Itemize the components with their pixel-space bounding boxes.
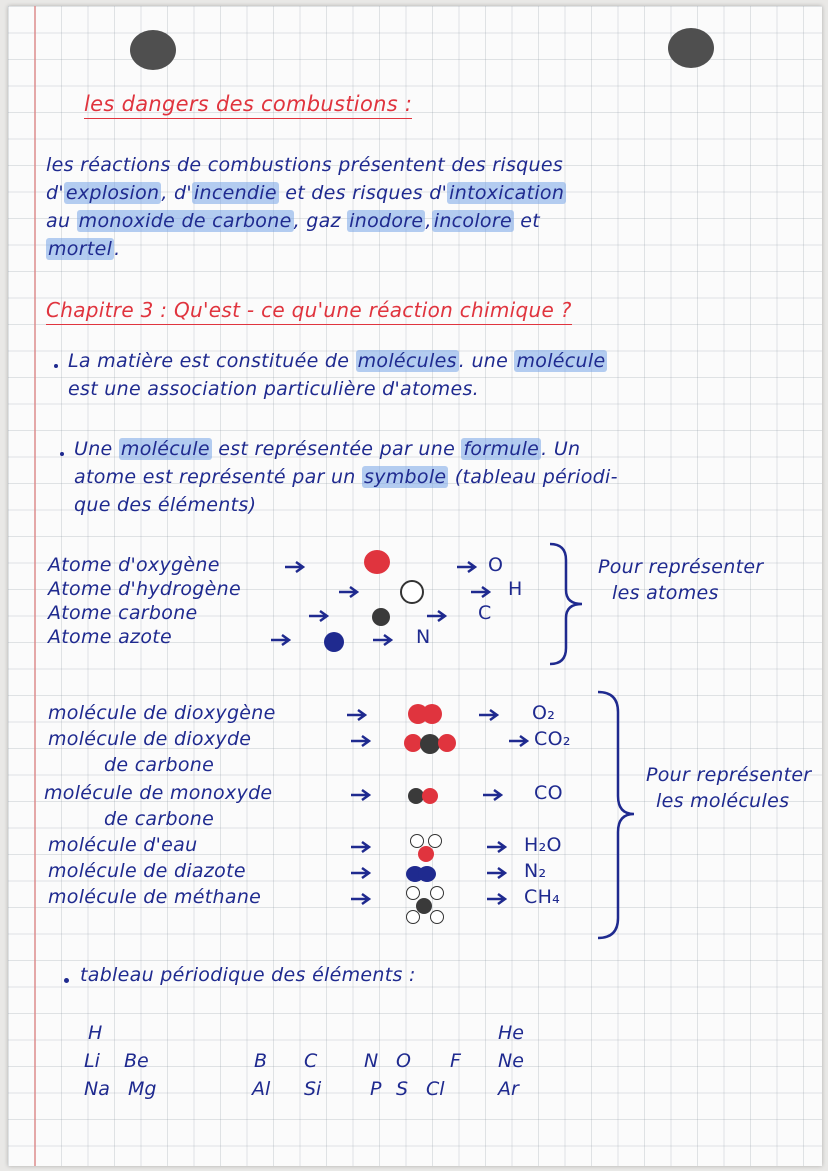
atom-label-hydrogen: Atome d'hydrogène	[48, 578, 241, 600]
molecule-label-dinitrogen: molécule de diazote	[48, 860, 246, 882]
atom-label-carbon: Atome carbone	[48, 602, 198, 624]
danger-line-1: les réactions de combustions présentent des risques	[46, 154, 564, 176]
arrow-icon	[486, 893, 508, 905]
brace-icon	[548, 542, 588, 666]
molecule-label-co2: molécule de dioxyde	[48, 728, 252, 750]
oxygen-atom-model	[364, 550, 390, 574]
element-S: S	[396, 1078, 409, 1100]
danger-line-4: mortel .	[48, 238, 121, 260]
ch4-hydrogen-atom	[430, 886, 444, 900]
ch4-carbon-atom	[416, 898, 432, 914]
punch-hole-left	[130, 30, 176, 70]
highlight-mortel: mortel	[48, 238, 113, 260]
arrow-icon	[284, 561, 306, 573]
bullet2-line3: que des éléments)	[74, 494, 257, 516]
ch4-hydrogen-atom	[430, 910, 444, 924]
arrow-icon	[478, 709, 500, 721]
arrow-icon	[350, 735, 372, 747]
element-O: O	[396, 1050, 411, 1072]
page-title: les dangers des combustions :	[84, 92, 412, 119]
formula-n2: N₂	[524, 860, 547, 882]
bullet1-line2: est une association particulière d'atomes.	[68, 378, 480, 400]
element-B: B	[254, 1050, 268, 1072]
element-Cl: Cl	[426, 1078, 445, 1100]
bullet-dot	[64, 978, 69, 983]
hydrogen-atom-model	[400, 580, 424, 604]
arrow-icon	[482, 789, 504, 801]
atom-label-nitrogen: Atome azote	[48, 626, 172, 648]
highlight-formule: formule	[463, 438, 540, 460]
atom-symbol-carbon: C	[478, 602, 492, 624]
bullet3-text: tableau périodique des éléments :	[80, 964, 416, 986]
bullet2-line2: atome est représenté par un symbole (tableau périodi-	[74, 466, 618, 488]
molecule-label-co2-2: de carbone	[104, 754, 215, 776]
element-N: N	[364, 1050, 379, 1072]
co-oxygen-atom	[422, 788, 438, 804]
bullet-dot	[60, 452, 64, 456]
brace-icon	[596, 690, 640, 940]
margin-line	[34, 6, 36, 1166]
element-C: C	[304, 1050, 318, 1072]
highlight-monoxide: monoxide de carbone	[78, 210, 292, 232]
o2-oxygen-atom	[422, 704, 442, 724]
highlight-incendie: incendie	[193, 182, 277, 204]
atom-symbol-nitrogen: N	[416, 626, 431, 648]
atom-symbol-hydrogen: H	[508, 578, 523, 600]
bullet2-line1: Une molécule est représentée par une formule . Un	[74, 438, 581, 460]
arrow-icon	[350, 789, 372, 801]
notebook-page	[8, 6, 822, 1166]
carbon-atom-model	[372, 608, 390, 626]
element-Na: Na	[84, 1078, 110, 1100]
arrow-icon	[350, 867, 372, 879]
formula-co: CO	[534, 782, 563, 804]
element-Al: Al	[252, 1078, 271, 1100]
molecules-note-line2: les molécules	[656, 790, 790, 812]
highlight-molecules: molécules	[357, 350, 457, 372]
co2-carbon-atom	[420, 734, 440, 754]
element-Ar: Ar	[498, 1078, 519, 1100]
highlight-molecule: molécule	[516, 350, 606, 372]
element-Be: Be	[124, 1050, 149, 1072]
arrow-icon	[486, 867, 508, 879]
danger-line-3: au monoxide de carbone , gaz inodore , incolore et	[46, 210, 541, 232]
formula-co2: CO₂	[534, 728, 571, 750]
arrow-icon	[456, 561, 478, 573]
highlight-intoxication: intoxication	[449, 182, 565, 204]
arrow-icon	[508, 735, 530, 747]
arrow-icon	[346, 709, 368, 721]
element-Ne: Ne	[498, 1050, 524, 1072]
molecule-label-methane: molécule de méthane	[48, 886, 262, 908]
bullet-dot	[54, 364, 58, 368]
highlight-molecule-2: molécule	[120, 438, 210, 460]
h2o-oxygen-atom	[418, 846, 434, 862]
arrow-icon	[308, 610, 330, 622]
formula-o2: O₂	[532, 702, 556, 724]
punch-hole-right	[668, 28, 714, 68]
element-He: He	[498, 1022, 524, 1044]
h2o-hydrogen-atom	[428, 834, 442, 848]
arrow-icon	[350, 893, 372, 905]
molecule-label-dioxygen: molécule de dioxygène	[48, 702, 276, 724]
element-F: F	[450, 1050, 461, 1072]
element-H: H	[88, 1022, 103, 1044]
arrow-icon	[486, 841, 508, 853]
nitrogen-atom-model	[324, 632, 344, 652]
highlight-explosion: explosion	[65, 182, 160, 204]
highlight-incolore: incolore	[433, 210, 512, 232]
danger-line-2: d' explosion , d' incendie et des risques d' intoxication	[46, 182, 565, 204]
element-P: P	[370, 1078, 382, 1100]
molecule-label-water: molécule d'eau	[48, 834, 198, 856]
formula-ch4: CH₄	[524, 886, 561, 908]
n2-nitrogen-atom	[418, 866, 436, 882]
molecule-label-co-2: de carbone	[104, 808, 215, 830]
element-Si: Si	[304, 1078, 322, 1100]
highlight-inodore: inodore	[349, 210, 424, 232]
ch4-hydrogen-atom	[406, 886, 420, 900]
arrow-icon	[350, 841, 372, 853]
formula-h2o: H₂O	[524, 834, 562, 856]
chapter-title: Chapitre 3 : Qu'est - ce qu'une réaction chimique ?	[46, 298, 572, 325]
atoms-note-line1: Pour représenter	[598, 556, 764, 578]
atom-label-oxygen: Atome d'oxygène	[48, 554, 220, 576]
element-Li: Li	[84, 1050, 100, 1072]
arrow-icon	[338, 586, 360, 598]
molecules-note-line1: Pour représenter	[646, 764, 812, 786]
arrow-icon	[426, 610, 448, 622]
atoms-note-line2: les atomes	[612, 582, 719, 604]
atom-symbol-oxygen: O	[488, 554, 504, 576]
molecule-label-co: molécule de monoxyde	[44, 782, 273, 804]
arrow-icon	[372, 634, 394, 646]
element-Mg: Mg	[128, 1078, 157, 1100]
highlight-symbole: symbole	[364, 466, 447, 488]
arrow-icon	[470, 586, 492, 598]
co2-oxygen-atom	[438, 734, 456, 752]
bullet1-line1: La matière est constituée de molécules . une molécule	[68, 350, 606, 372]
arrow-icon	[270, 634, 292, 646]
